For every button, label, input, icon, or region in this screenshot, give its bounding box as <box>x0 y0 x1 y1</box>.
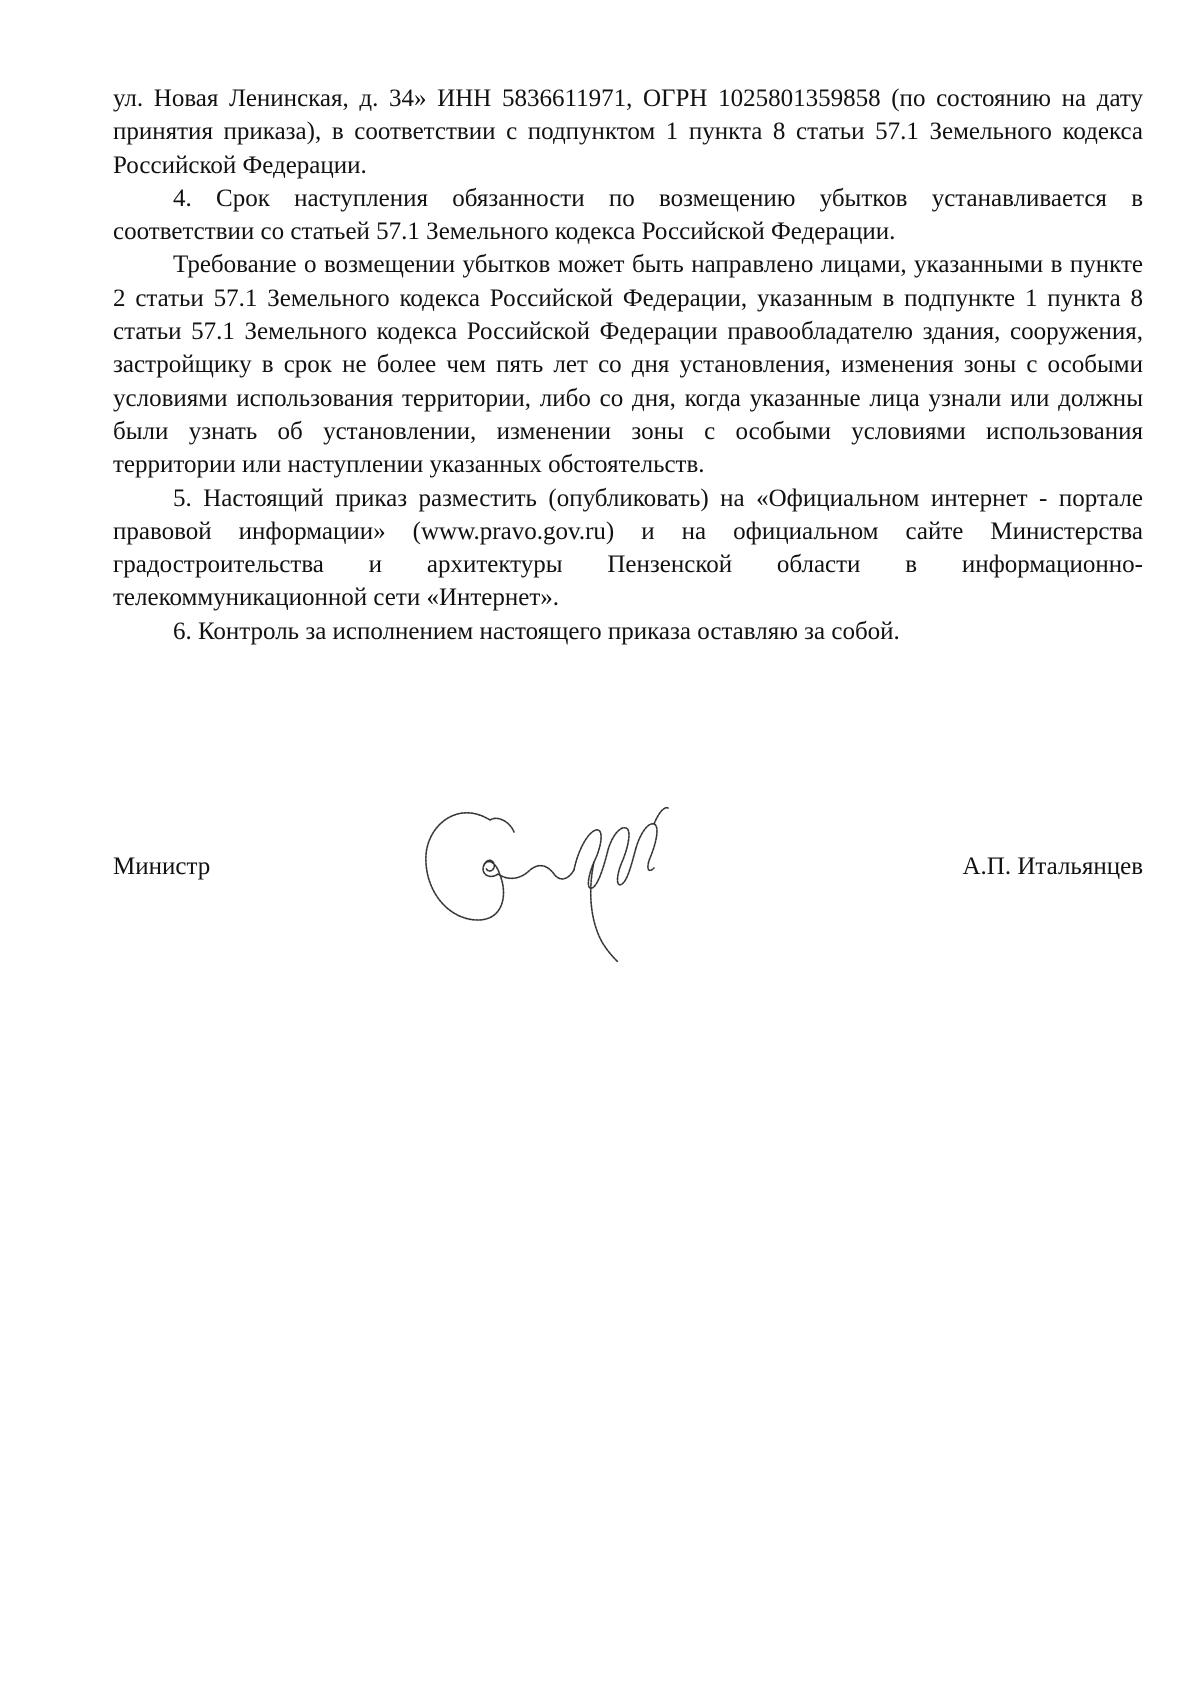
document-body <box>113 82 1143 648</box>
paragraph-damage-claim: Требование о возмещении убытков может быть направлено лицами, указанными в пункте 2 статьи 57.1 Земельного кодекса Российской Федерации, указанным в подпункте 1 пункта 8 статьи 57.1 Земельного кодекса Российской Федерации правообладателю здания, сооружения, застройщику в срок не более чем пять лет со дня установления, изменения зоны с особыми условиями использования территории, либо со дня, когда указанные лица узнали или должны были узнать об установлении, изменении зоны с особыми условиями использования территории или наступлении указанных обстоятельств. <box>113 251 1143 479</box>
signature-block <box>113 770 1143 970</box>
paragraph-item-4: 4. Срок наступления обязанности по возмещению убытков устанавливается в соответствии со статьей 57.1 Земельного кодекса Российской Федерации. <box>113 184 1143 246</box>
handwritten-signature <box>418 770 698 970</box>
paragraph-address-continuation: ул. Новая Ленинская, д. 34» ИНН 5836611971, ОГРН 1025801359858 (по состоянию на дату принятия приказа), в соответствии с подпунктом 1 пункта 8 статьи 57.1 Земельного кодекса Российской Федерации. <box>113 85 1143 179</box>
paragraph-item-5: 5. Настоящий приказ разместить (опубликовать) на «Официальном интернет - портале правовой информации» (www.pravo.gov.ru) и на официальном сайте Министерства градостроительства и архитектуры Пензенской области в информационно-телекоммуникационной сети «Интернет». <box>113 484 1143 612</box>
signatory-name: А.П. Итальянцев <box>962 853 1143 880</box>
paragraph-item-6: 6. Контроль за исполнением настоящего приказа оставляю за собой. <box>173 617 900 645</box>
signatory-title: Министр <box>113 853 211 880</box>
